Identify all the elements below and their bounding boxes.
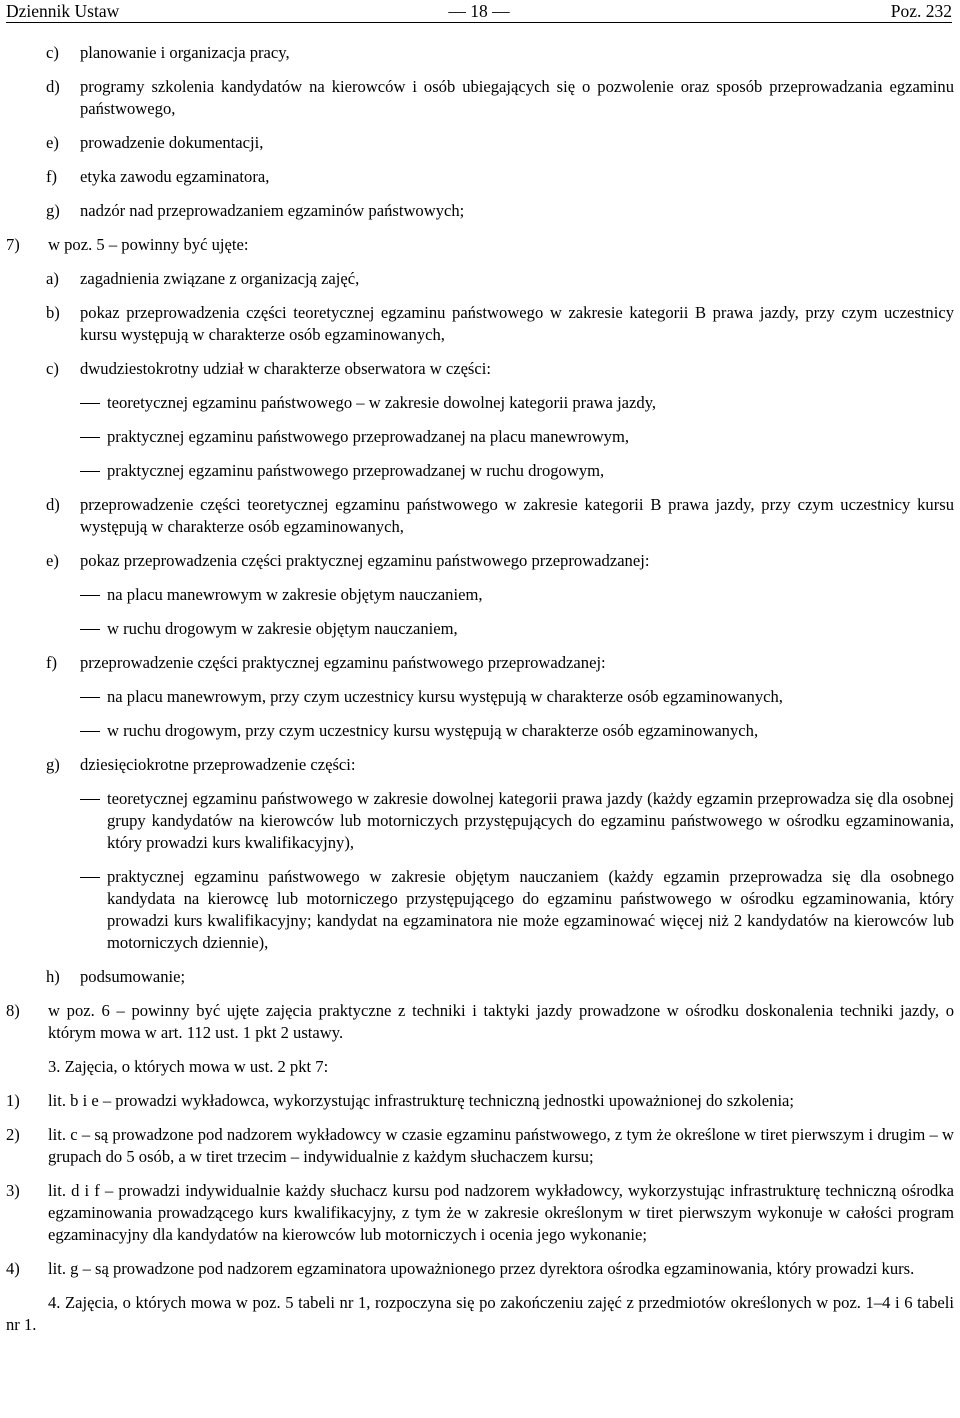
dash-item [0,866,960,954]
item-label: f) [46,653,58,672]
item-number: 2) [6,1125,20,1144]
item-text: przeprowadzenie części teoretycznej egzaminu państwowego w zakresie kategorii B prawa jazdy, przy czym uczestnicy kursu występują w charakterze osób egzaminowanych, [80,495,954,536]
item-label: e) [46,551,59,570]
page-number: — 18 — [448,1,510,21]
list-item [0,200,960,222]
item-text: prowadzenie dokumentacji, [80,133,264,152]
dash-item [0,460,960,482]
list-item [0,358,960,380]
numbered-item [0,1258,960,1280]
item-number: 7) [6,235,20,254]
dash-marker [80,877,100,878]
dash-marker [80,437,100,438]
numbered-item [0,1180,960,1246]
item-text: pokaz przeprowadzenia części praktycznej egzaminu państwowego przeprowadzanej: [80,551,650,570]
item-number: 3) [6,1181,20,1200]
item-text: podsumowanie; [80,967,186,986]
list-item [0,966,960,988]
item-text: lit. g – są prowadzone pod nadzorem egzaminatora upoważnionego przez dyrektora ośrodka egzaminowania, który prowadzi kurs. [48,1259,915,1278]
item-text: etyka zawodu egzaminatora, [80,167,270,186]
numbered-item [0,1090,960,1112]
numbered-item [0,234,960,256]
item-label: f) [46,167,58,186]
dash-marker [80,697,100,698]
dash-item [0,584,960,606]
item-text: praktycznej egzaminu państwowego przeprowadzanej w ruchu drogowym, [107,461,605,480]
item-text: na placu manewrowym, przy czym uczestnicy kursu występują w charakterze osób egzaminowanych, [107,687,783,706]
item-text: teoretycznej egzaminu państwowego w zakresie dowolnej kategorii prawa jazdy (każdy egzamin przeprowadza się dla osobnej grupy kandydatów na kierowców lub motorniczych przystępujących do egzaminu państwowego w ośrodku egzaminowania, który prowadzi kurs kwalifikacyjny), [107,789,954,852]
item-label: c) [46,43,59,62]
dash-marker [80,731,100,732]
dash-item [0,686,960,708]
dash-item [0,720,960,742]
item-text: dziesięciokrotne przeprowadzenie części: [80,755,356,774]
list-item [0,550,960,572]
item-number: 4) [6,1259,20,1278]
dash-marker [80,799,100,800]
item-text: nadzór nad przeprowadzaniem egzaminów państwowych; [80,201,465,220]
section-heading: 3. Zajęcia, o których mowa w ust. 2 pkt 7: [48,1057,329,1076]
list-item [0,754,960,776]
item-text: na placu manewrowym w zakresie objętym nauczaniem, [107,585,483,604]
list-item [0,132,960,154]
item-text: praktycznej egzaminu państwowego w zakresie objętym nauczaniem (każdy egzamin przeprowadza się dla osobnego kandydata na kierowcę lub motorniczego przystępującego do egzaminu państwowego w ośrodku egzaminowania, który prowadzi kurs kwalifikacyjny; kandydat na egzaminatora nie może egzaminować więcej niż 2 kandydatów na kierowców lub motorniczych dziennie), [107,867,954,952]
item-label: d) [46,77,60,96]
page-header [6,0,952,22]
list-item [0,42,960,64]
dash-item [0,426,960,448]
dash-marker [80,629,100,630]
item-text: w ruchu drogowym, przy czym uczestnicy kursu występują w charakterze osób egzaminowanych, [107,721,759,740]
journal-title: Dziennik Ustaw [6,1,120,21]
item-label: c) [46,359,59,378]
item-label: e) [46,133,59,152]
dash-marker [80,595,100,596]
item-text: teoretycznej egzaminu państwowego – w zakresie dowolnej kategorii prawa jazdy, [107,393,657,412]
list-item [0,166,960,188]
item-text: w poz. 6 – powinny być ujęte zajęcia praktyczne z techniki i taktyki jazdy prowadzone w ośrodku doskonalenia techniki jazdy, o którym mowa w art. 112 ust. 1 pkt 2 ustawy. [48,1001,954,1042]
item-label: d) [46,495,60,514]
dash-marker [80,471,100,472]
item-label: g) [46,201,60,220]
item-label: a) [46,269,59,288]
list-item [0,652,960,674]
item-text: lit. c – są prowadzone pod nadzorem wykładowcy w czasie egzaminu państwowego, z tym że określone w tiret pierwszym i drugim – w grupach do 5 osób, a w tiret trzecim – indywidualnie z każdym słuchaczem kursu; [48,1125,954,1166]
position-number: Poz. 232 [890,1,952,21]
item-number: 1) [6,1091,20,1110]
dash-item [0,618,960,640]
item-text: lit. d i f – prowadzi indywidualnie każdy słuchacz kursu pod nadzorem wykładowcy, wykorzystując infrastrukturę techniczną ośrodka egzaminowania prowadzącego kurs kwalifikacyjny, z tym że w zakresie określonym w tiret pierwszym wykonuje w całości program egzaminacyjny dla kandydatów na kierowców lub motorniczych i ocenia jego wykonanie; [48,1181,954,1244]
item-label: g) [46,755,60,774]
item-text: zagadnienia związane z organizacją zajęć, [80,269,360,288]
dash-marker [80,403,100,404]
numbered-item [0,1124,960,1168]
document-body [0,42,960,1336]
item-text: lit. b i e – prowadzi wykładowca, wykorzystując infrastrukturę techniczną jednostki upoważnionej do szkolenia; [48,1091,795,1110]
item-label: b) [46,303,60,322]
item-text: w poz. 5 – powinny być ujęte: [48,235,249,254]
list-item [0,268,960,290]
header-rule [6,22,952,23]
item-text: pokaz przeprowadzenia części teoretycznej egzaminu państwowego w zakresie kategorii B prawa jazdy, przy czym uczestnicy kursu występują w charakterze osób egzaminowanych, [80,303,954,344]
item-number: 8) [6,1001,20,1020]
dash-item [0,788,960,854]
dash-item [0,392,960,414]
item-text: praktycznej egzaminu państwowego przeprowadzanej na placu manewrowym, [107,427,630,446]
list-item [0,76,960,120]
item-text: przeprowadzenie części praktycznej egzaminu państwowego przeprowadzanej: [80,653,606,672]
list-item [0,494,960,538]
section-paragraph: 4. Zajęcia, o których mowa w poz. 5 tabeli nr 1, rozpoczyna się po zakończeniu zajęć z przedmiotów określonych w poz. 1–4 i 6 tabeli nr 1. [6,1293,954,1334]
list-item [0,302,960,346]
item-text: dwudziestokrotny udział w charakterze obserwatora w części: [80,359,491,378]
item-text: programy szkolenia kandydatów na kierowców i osób ubiegających się o pozwolenie oraz sposób przeprowadzania egzaminu państwowego, [80,77,954,118]
item-text: planowanie i organizacja pracy, [80,43,290,62]
item-label: h) [46,967,60,986]
item-text: w ruchu drogowym w zakresie objętym nauczaniem, [107,619,458,638]
numbered-item [0,1000,960,1044]
